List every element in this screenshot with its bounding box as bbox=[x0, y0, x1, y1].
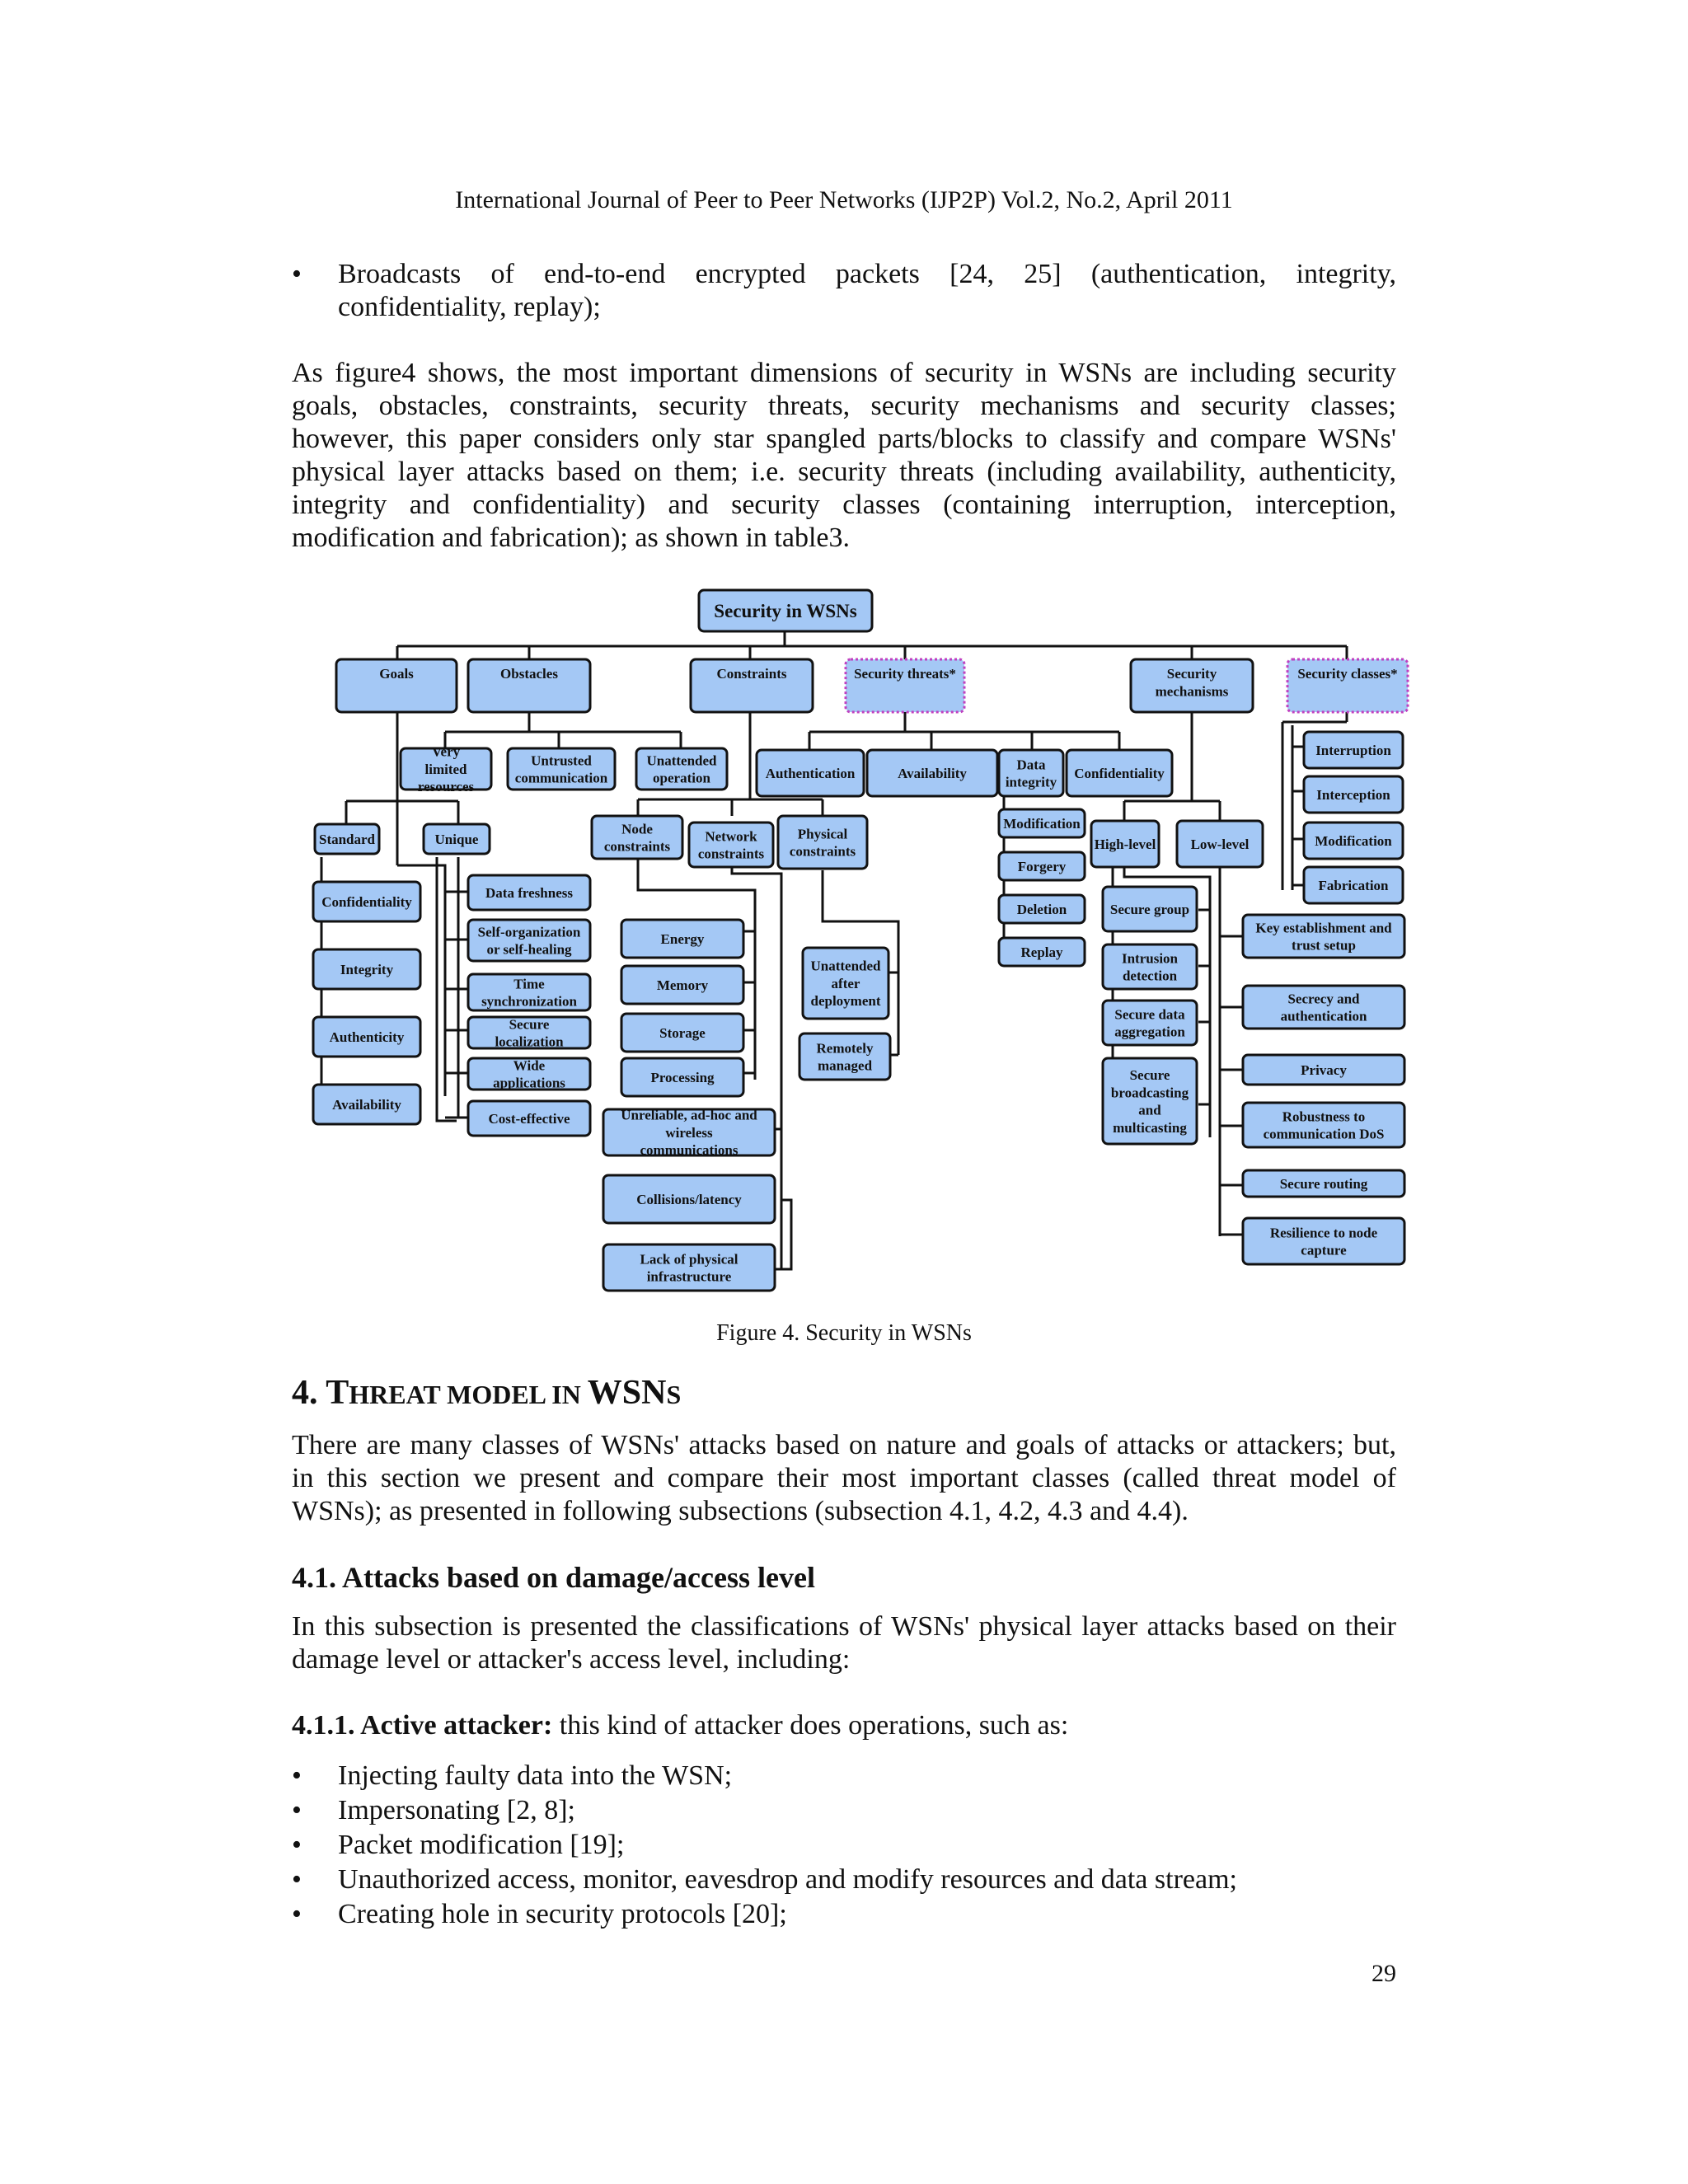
constraint-node bbox=[592, 816, 682, 859]
node-label: communication bbox=[514, 770, 608, 786]
node-label: Authentication bbox=[765, 765, 856, 781]
node-label: Modification bbox=[1003, 815, 1081, 832]
mechanism-low-level bbox=[1177, 821, 1263, 867]
node-label: managed bbox=[817, 1057, 873, 1074]
node-label: Untrusted bbox=[531, 752, 592, 769]
node-label: Deletion bbox=[1016, 901, 1067, 917]
bullet-line: Broadcasts of end-to-end encrypted packets [24, 25] (authentication, integrity, bbox=[338, 259, 1396, 289]
node-constraint-item bbox=[621, 1058, 743, 1096]
integrity-item bbox=[999, 895, 1085, 923]
node-label: Key establishment and bbox=[1255, 920, 1392, 936]
node-constraint-item bbox=[621, 920, 743, 958]
network-constraint-item bbox=[603, 1244, 775, 1291]
text-line: integrity and confidentiality) and security classes (containing interruption, interception, bbox=[292, 490, 1396, 520]
integrity-item bbox=[999, 852, 1085, 880]
low-level-item bbox=[1243, 915, 1404, 958]
node-label: operation bbox=[653, 770, 710, 786]
goal-standard-item bbox=[313, 1017, 420, 1057]
node-label: infrastructure bbox=[646, 1268, 732, 1285]
text-line: in this section we present and compare their most important classes (called threat model of bbox=[292, 1463, 1396, 1493]
text-line: goals, obstacles, constraints, security threats, security mechanisms and security classes; bbox=[292, 391, 1396, 421]
node-label: Confidentiality bbox=[1074, 765, 1165, 781]
node-label: Memory bbox=[656, 977, 709, 993]
node-label: multicasting bbox=[1113, 1119, 1187, 1136]
class-item bbox=[1304, 776, 1403, 813]
goal-unique-item bbox=[468, 920, 590, 961]
node-label: Integrity bbox=[340, 961, 394, 977]
obstacle-item bbox=[636, 748, 727, 790]
category-security-mechanisms bbox=[1131, 659, 1253, 712]
node-label: Data bbox=[1016, 757, 1046, 773]
goal-unique-item bbox=[468, 875, 590, 910]
node-label: Unattended bbox=[646, 752, 717, 769]
threat-confidentiality bbox=[1067, 750, 1172, 796]
subsection-heading: 4.1. Attacks based on damage/access level bbox=[292, 1561, 815, 1594]
node-label: Network bbox=[705, 828, 757, 845]
node-label: Authenticity bbox=[329, 1029, 405, 1045]
goal-unique-item bbox=[468, 1101, 590, 1136]
node-label: Resilience to node bbox=[1269, 1225, 1378, 1241]
node-label: Lack of physical bbox=[640, 1251, 738, 1268]
node-label: Secure data bbox=[1114, 1006, 1185, 1023]
node-label: Fabrication bbox=[1318, 877, 1389, 893]
category-goals bbox=[336, 659, 457, 712]
node-label: synchronization bbox=[481, 993, 577, 1010]
node-label: limited bbox=[424, 761, 467, 777]
node-label: Low-level bbox=[1190, 836, 1250, 852]
obstacle-item bbox=[508, 748, 615, 790]
low-level-item bbox=[1243, 1218, 1404, 1264]
category-security-classes bbox=[1287, 659, 1408, 712]
node-label: Wide bbox=[513, 1057, 546, 1074]
node-label: Very bbox=[431, 743, 461, 760]
paragraph bbox=[292, 1429, 1396, 1528]
figure-caption: Figure 4. Security in WSNs bbox=[716, 1320, 972, 1346]
node-label: Availability bbox=[898, 765, 967, 781]
text-line: however, this paper considers only star spangled parts/blocks to classify and compare WSNs' bbox=[292, 424, 1396, 454]
node-label: Forgery bbox=[1017, 858, 1067, 874]
low-level-item bbox=[1243, 986, 1404, 1029]
bullet-dot: • bbox=[292, 259, 302, 289]
high-level-item bbox=[1103, 944, 1197, 989]
node-label: Self-organization bbox=[477, 924, 581, 940]
node-label: Confidentiality bbox=[321, 893, 412, 910]
goal-unique-item bbox=[468, 1057, 590, 1090]
goal-standard-item bbox=[313, 882, 420, 921]
node-label: Secure bbox=[1129, 1067, 1170, 1084]
node-label: communications bbox=[640, 1142, 738, 1159]
node-label: after bbox=[831, 975, 860, 991]
text-line: There are many classes of WSNs' attacks based on nature and goals of attacks or attackers; but, bbox=[292, 1430, 1396, 1460]
node-label: Secure routing bbox=[1279, 1175, 1368, 1192]
high-level-item bbox=[1103, 887, 1197, 931]
node-label: Unattended bbox=[810, 958, 881, 974]
section-heading: 4. THREAT MODEL IN WSNS bbox=[292, 1374, 682, 1412]
node-label: Energy bbox=[660, 930, 705, 947]
threat-availability bbox=[867, 750, 997, 796]
node-label: Obstacles bbox=[500, 666, 558, 682]
class-item bbox=[1304, 867, 1403, 903]
node-label: Security threats* bbox=[854, 666, 956, 682]
low-level-item bbox=[1243, 1103, 1404, 1147]
node-label: Intrusion bbox=[1121, 950, 1179, 967]
node-constraint-item bbox=[621, 966, 743, 1004]
node-label: Privacy bbox=[1301, 1062, 1347, 1078]
high-level-item bbox=[1103, 1001, 1197, 1045]
goal-unique-item bbox=[468, 1016, 590, 1049]
bullet-dot: • bbox=[292, 1795, 302, 1825]
goal-standard-item bbox=[313, 949, 420, 989]
node-label: Modification bbox=[1315, 832, 1392, 849]
goals-unique bbox=[424, 824, 490, 854]
node-constraint-item bbox=[621, 1014, 743, 1052]
node-label: wireless bbox=[665, 1124, 713, 1141]
goal-standard-item bbox=[313, 1085, 420, 1124]
goals-standard bbox=[315, 824, 379, 854]
node-label: Collisions/latency bbox=[636, 1191, 742, 1207]
node-label: Data freshness bbox=[485, 884, 573, 901]
node-label: detection bbox=[1122, 968, 1178, 984]
node-label: Processing bbox=[650, 1069, 715, 1085]
node-label: Standard bbox=[318, 831, 376, 847]
node-label: trust setup bbox=[1292, 937, 1356, 954]
bullet-dot: • bbox=[292, 1830, 302, 1860]
node-label: Cost-effective bbox=[488, 1110, 570, 1127]
node-label: localization bbox=[495, 1033, 564, 1050]
node-label: Secrecy and bbox=[1287, 991, 1360, 1007]
node-label: Unique bbox=[434, 831, 479, 847]
node-label: communication DoS bbox=[1263, 1126, 1385, 1142]
node-label: Constraints bbox=[716, 666, 787, 682]
node-label: Goals bbox=[379, 666, 414, 682]
threat-data-integrity bbox=[999, 750, 1063, 796]
root-node bbox=[699, 590, 872, 631]
bullet-dot: • bbox=[292, 1864, 302, 1895]
subsubsection-line: 4.1.1. Active attacker: this kind of attacker does operations, such as: bbox=[292, 1710, 1069, 1741]
physical-constraint-item bbox=[799, 1033, 890, 1080]
node-label: Security in WSNs bbox=[714, 601, 857, 622]
node-label: and bbox=[1138, 1102, 1161, 1118]
node-label: deployment bbox=[810, 993, 881, 1010]
text-line: modification and fabrication); as shown in table3. bbox=[292, 523, 850, 553]
node-label: Replay bbox=[1020, 944, 1063, 960]
node-label: Interception bbox=[1316, 786, 1390, 803]
constraint-physical bbox=[778, 816, 867, 869]
bullet-dot: • bbox=[292, 1760, 302, 1791]
text-line: physical layer attacks based on them; i.e. security threats (including availability, authenticity, bbox=[292, 457, 1396, 487]
category-obstacles bbox=[468, 659, 590, 712]
threat-authentication bbox=[757, 750, 864, 796]
node-label: capture bbox=[1301, 1242, 1347, 1258]
text-line: As figure4 shows, the most important dimensions of security in WSNs are including security bbox=[292, 358, 1396, 388]
network-constraint-item bbox=[603, 1175, 775, 1223]
node-label: Remotely bbox=[816, 1040, 874, 1057]
low-level-item bbox=[1243, 1170, 1404, 1197]
node-label: aggregation bbox=[1114, 1024, 1185, 1040]
node-label: Physical bbox=[797, 826, 848, 842]
obstacle-item bbox=[401, 744, 491, 795]
category-security-threats bbox=[846, 659, 964, 712]
connector-line bbox=[775, 1200, 791, 1269]
node-label: broadcasting bbox=[1110, 1085, 1189, 1101]
node-label: Time bbox=[513, 976, 545, 992]
low-level-item bbox=[1243, 1055, 1404, 1085]
physical-constraint-item bbox=[803, 948, 889, 1019]
node-label: integrity bbox=[1005, 774, 1057, 790]
node-label: constraints bbox=[789, 843, 856, 860]
node-label: Robustness to bbox=[1282, 1108, 1366, 1125]
node-label: Secure bbox=[509, 1016, 550, 1033]
text-line: In this subsection is presented the classifications of WSNs' physical layer attacks based on their bbox=[292, 1611, 1396, 1642]
network-constraint-item bbox=[603, 1108, 775, 1159]
node-label: constraints bbox=[603, 838, 671, 855]
node-label: Security bbox=[1166, 666, 1217, 682]
node-label: High-level bbox=[1094, 836, 1156, 852]
node-label: authentication bbox=[1280, 1008, 1367, 1024]
node-label: Node bbox=[621, 821, 653, 837]
class-item bbox=[1304, 823, 1403, 859]
node-label: Secure group bbox=[1109, 901, 1190, 917]
node-label: Interruption bbox=[1315, 742, 1391, 758]
bullet-line: confidentiality, replay); bbox=[338, 292, 601, 322]
node-label: mechanisms bbox=[1155, 683, 1229, 700]
running-header: International Journal of Peer to Peer Networks (IJP2P) Vol.2, No.2, April 2011 bbox=[455, 186, 1233, 213]
node-label: Unreliable, ad-hoc and bbox=[621, 1107, 757, 1123]
page-number: 29 bbox=[1372, 1960, 1396, 1987]
node-label: resources bbox=[417, 779, 475, 795]
mechanism-high-level bbox=[1091, 821, 1159, 867]
integrity-item bbox=[999, 809, 1085, 837]
text-line: WSNs); as presented in following subsections (subsection 4.1, 4.2, 4.3 and 4.4). bbox=[292, 1496, 1189, 1526]
high-level-item bbox=[1103, 1058, 1197, 1144]
class-item bbox=[1304, 732, 1403, 768]
node-label: Storage bbox=[659, 1024, 706, 1041]
category-constraints bbox=[691, 659, 813, 712]
node-label: applications bbox=[493, 1075, 565, 1091]
node-label: or self-healing bbox=[486, 941, 572, 958]
node-label: constraints bbox=[697, 846, 765, 862]
goal-unique-item bbox=[468, 974, 590, 1010]
text-line: damage level or attacker's access level, including: bbox=[292, 1644, 851, 1675]
integrity-item bbox=[999, 938, 1085, 966]
constraint-network bbox=[689, 823, 773, 867]
bullet-dot: • bbox=[292, 1899, 302, 1929]
node-label: Availability bbox=[332, 1096, 401, 1113]
paragraph bbox=[292, 1610, 1396, 1676]
node-label: Security classes* bbox=[1297, 666, 1398, 682]
